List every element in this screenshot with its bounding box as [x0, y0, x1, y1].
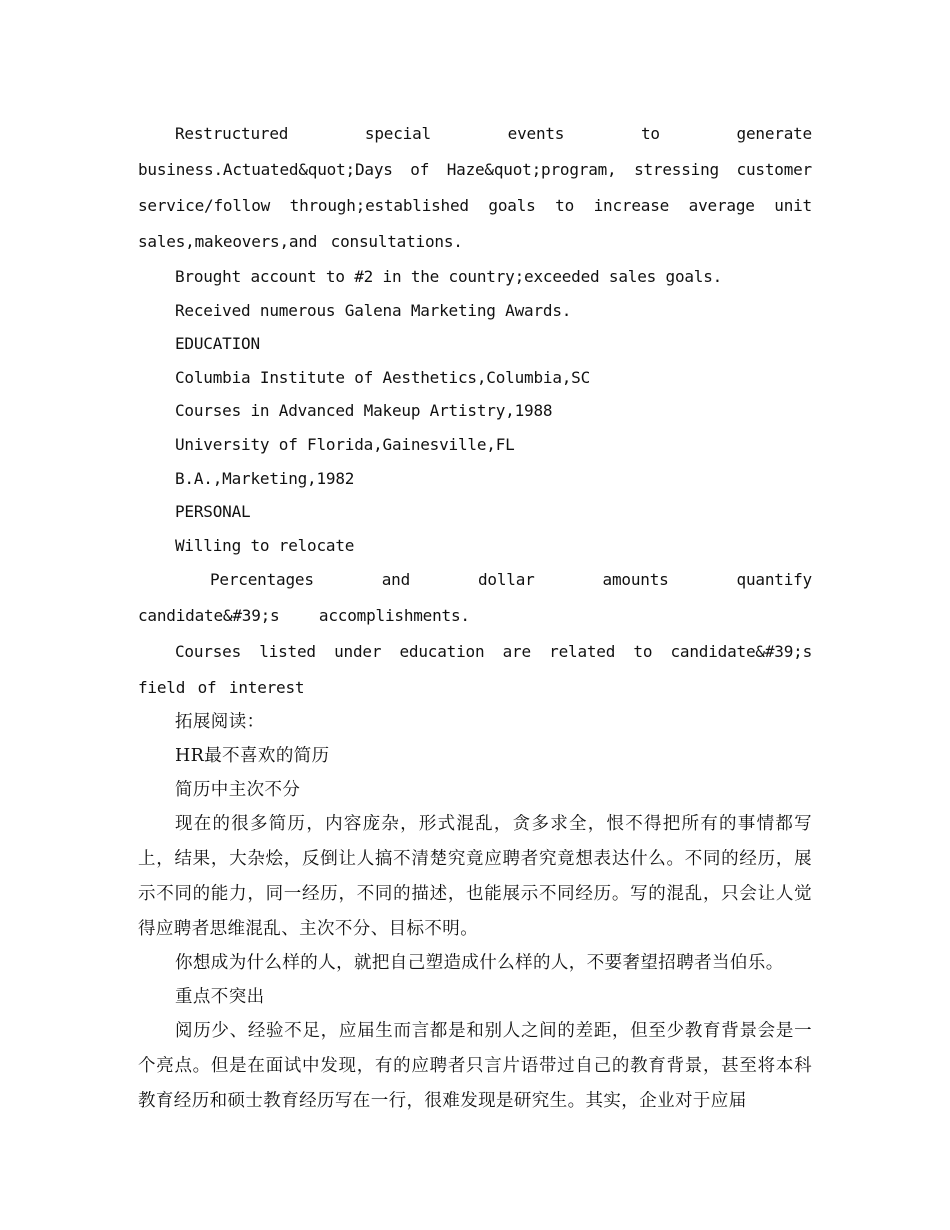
paragraph-marketing-awards: Received numerous Galena Marketing Awards. [175, 300, 572, 320]
education-course-makeup: Courses in Advanced Makeup Artistry,1988 [175, 401, 553, 421]
subheading-no-priority: 简历中主次不分 [175, 779, 301, 800]
education-degree: B.A.,Marketing,1982 [175, 468, 355, 488]
paragraph-education-background: 阅历少、经验不足，应届生而言都是和别人之间的差距，但至少教育背景会是一个亮点。但是在面试中发现，有的应聘者只言片语带过自己的教育背景，甚至将本科教育经历和硕士教育经历写在一行，很难发现是研究生。其实，企业对于应届 [138, 1021, 812, 1112]
personal-relocate: Willing to relocate [175, 535, 355, 555]
paragraph-who-you-want-to-be: 你想成为什么样的人，就把自己塑造成什么样的人，不要奢望招聘者当伯乐。 [175, 953, 784, 974]
document-body [138, 116, 812, 1119]
extended-reading-label: 拓展阅读： [175, 712, 265, 733]
paragraph-account-rank: Brought account to #2 in the country;exceeded sales goals. [175, 267, 723, 286]
paragraph-special-events: Restructured special events to generate business.Actuated&quot;Days of Haze&quot;program, stressing customer service/follow through;established goals to increase average unit sales,makeovers,and consultations. [138, 124, 812, 251]
education-school-columbia: Columbia Institute of Aesthetics,Columbia,SC [175, 367, 591, 387]
subheading-no-focus: 重点不突出 [175, 986, 265, 1007]
note-percentages: Percentages and dollar amounts quantify candidate&#39;s accomplishments. [138, 570, 812, 626]
section-heading-education: EDUCATION [175, 334, 260, 354]
note-courses-listed: Courses listed under education are related to candidate&#39;s field of interest [138, 642, 812, 698]
paragraph-messy-resume: 现在的很多简历，内容庞杂，形式混乱，贪多求全，恨不得把所有的事情都写上，结果，大杂烩，反倒让人搞不清楚究竟应聘者究竟想表达什么。不同的经历，展示不同的能力，同一经历，不同的描述，也能展示不同经历。写的混乱，只会让人觉得应聘者思维混乱、主次不分、目标不明。 [138, 814, 812, 940]
section-heading-personal: PERSONAL [175, 502, 251, 522]
education-school-florida: University of Florida,Gainesville,FL [175, 434, 515, 454]
subheading-hr-dislike: HR最不喜欢的简历 [175, 745, 330, 766]
